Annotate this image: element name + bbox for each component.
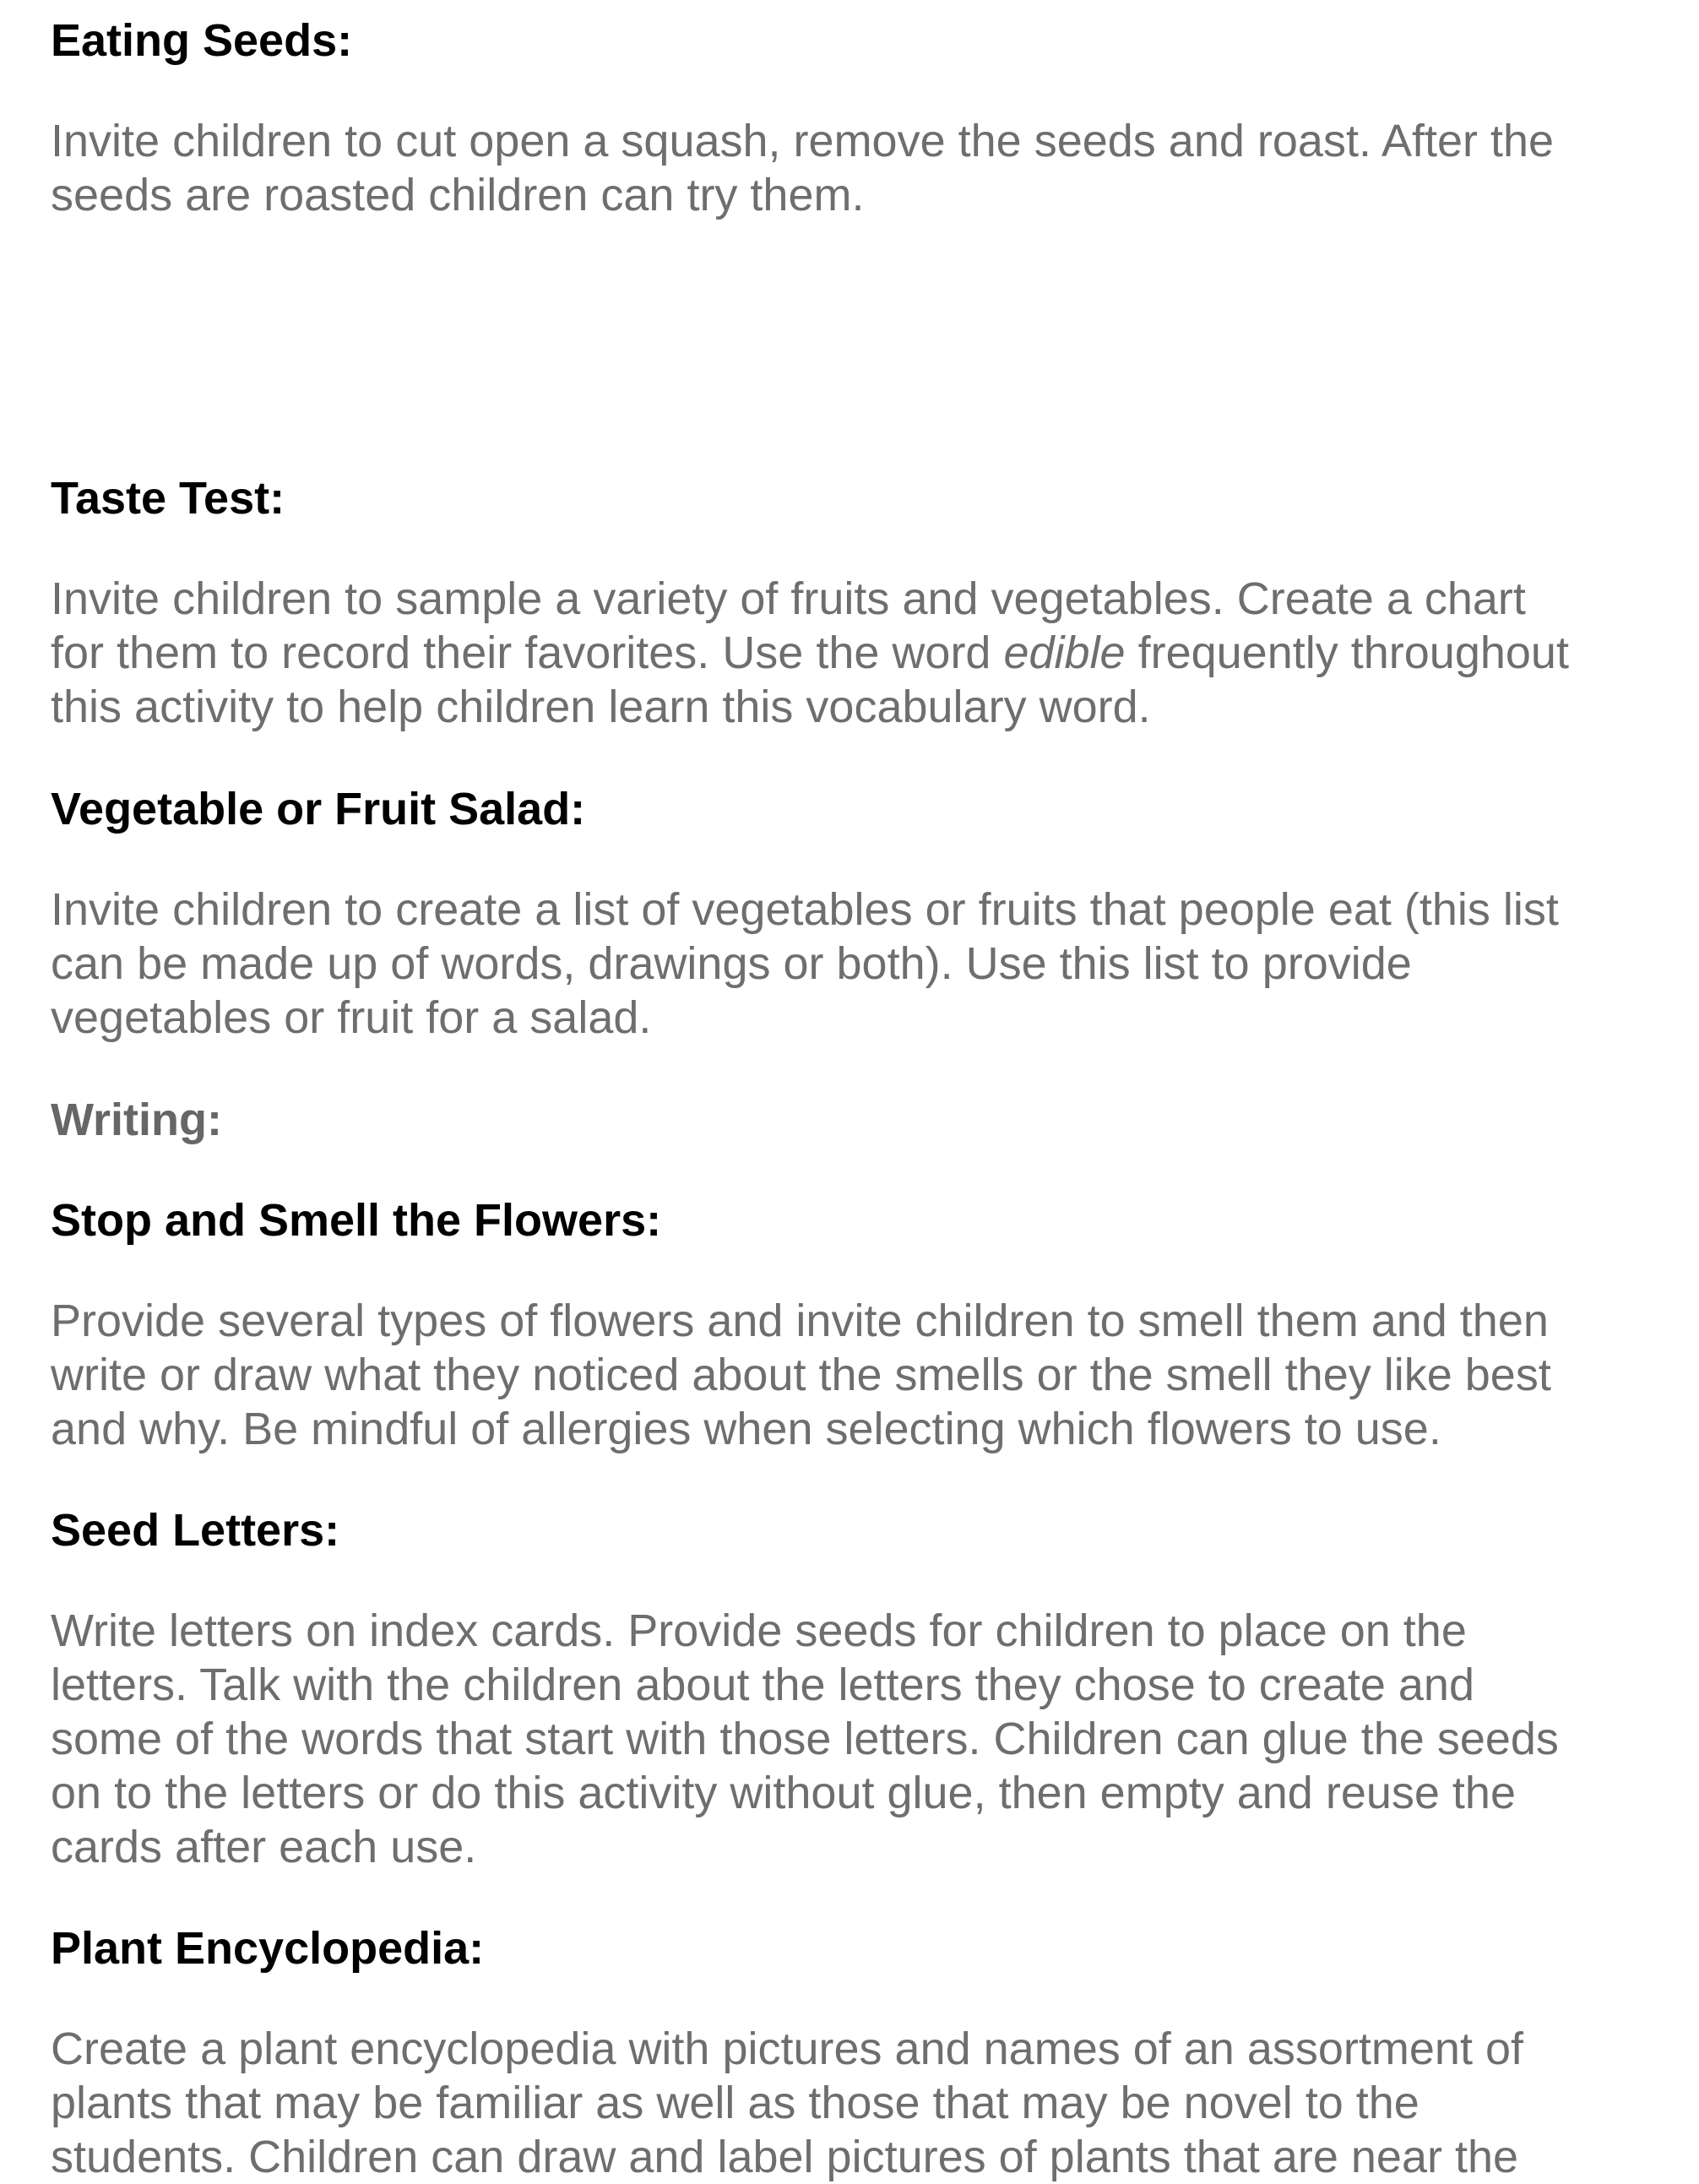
paragraph-eating-seeds — [51, 114, 1672, 222]
paragraph-line: letters. Talk with the children about the letters they chose to create and — [51, 1660, 1474, 1710]
paragraph-line: Create a plant encyclopedia with pictures and names of an assortment of — [51, 2024, 1523, 2074]
paragraph-line: Invite children to cut open a squash, remove the seeds and roast. After the — [51, 116, 1555, 166]
paragraph-vegetable-fruit-salad — [51, 883, 1672, 1045]
paragraph-line: plants that may be familiar as well as those that may be novel to the — [51, 2078, 1419, 2128]
heading-stop-and-smell: Stop and Smell the Flowers: — [51, 1195, 662, 1246]
paragraph-plant-encyclopedia — [51, 2022, 1672, 2184]
paragraph-line: Write letters on index cards. Provide seeds for children to place on the — [51, 1605, 1467, 1656]
heading-eating-seeds: Eating Seeds: — [51, 15, 353, 66]
paragraph-line: write or draw what they noticed about the smells or the smell they like best — [51, 1350, 1551, 1400]
heading-plant-encyclopedia: Plant Encyclopedia: — [51, 1923, 485, 1974]
paragraph-line: Provide several types of flowers and invite children to smell them and then — [51, 1296, 1549, 1346]
paragraph-line — [51, 626, 1672, 680]
paragraph-seed-letters — [51, 1604, 1672, 1874]
paragraph-line: can be made up of words, drawings or both). Use this list to provide — [51, 938, 1412, 989]
paragraph-line: seeds are roasted children can try them. — [51, 170, 865, 220]
emphasized-word: edible — [1003, 627, 1126, 678]
paragraph-taste-test — [51, 572, 1672, 734]
paragraph-line: and why. Be mindful of allergies when selecting which flowers to use. — [51, 1404, 1441, 1454]
text-run: for them to record their favorites. Use the word — [51, 627, 1004, 678]
paragraph-line: some of the words that start with those letters. Children can glue the seeds — [51, 1714, 1559, 1764]
heading-vegetable-fruit-salad: Vegetable or Fruit Salad: — [51, 784, 586, 834]
text-run: frequently throughout — [1125, 627, 1569, 678]
paragraph-line: this activity to help children learn this vocabulary word. — [51, 682, 1151, 732]
paragraph-line: students. Children can draw and label pictures of plants that are near the — [51, 2132, 1519, 2182]
heading-writing: Writing: — [51, 1095, 222, 1145]
paragraph-stop-and-smell — [51, 1294, 1672, 1456]
paragraph-line: on to the letters or do this activity without glue, then empty and reuse the — [51, 1768, 1516, 1818]
heading-taste-test: Taste Test: — [51, 473, 285, 524]
heading-seed-letters: Seed Letters: — [51, 1505, 340, 1556]
paragraph-line: vegetables or fruit for a salad. — [51, 992, 652, 1043]
paragraph-line: Invite children to sample a variety of fruits and vegetables. Create a chart — [51, 573, 1526, 624]
paragraph-line: cards after each use. — [51, 1822, 477, 1872]
paragraph-line: Invite children to create a list of vegetables or fruits that people eat (this list — [51, 884, 1559, 935]
